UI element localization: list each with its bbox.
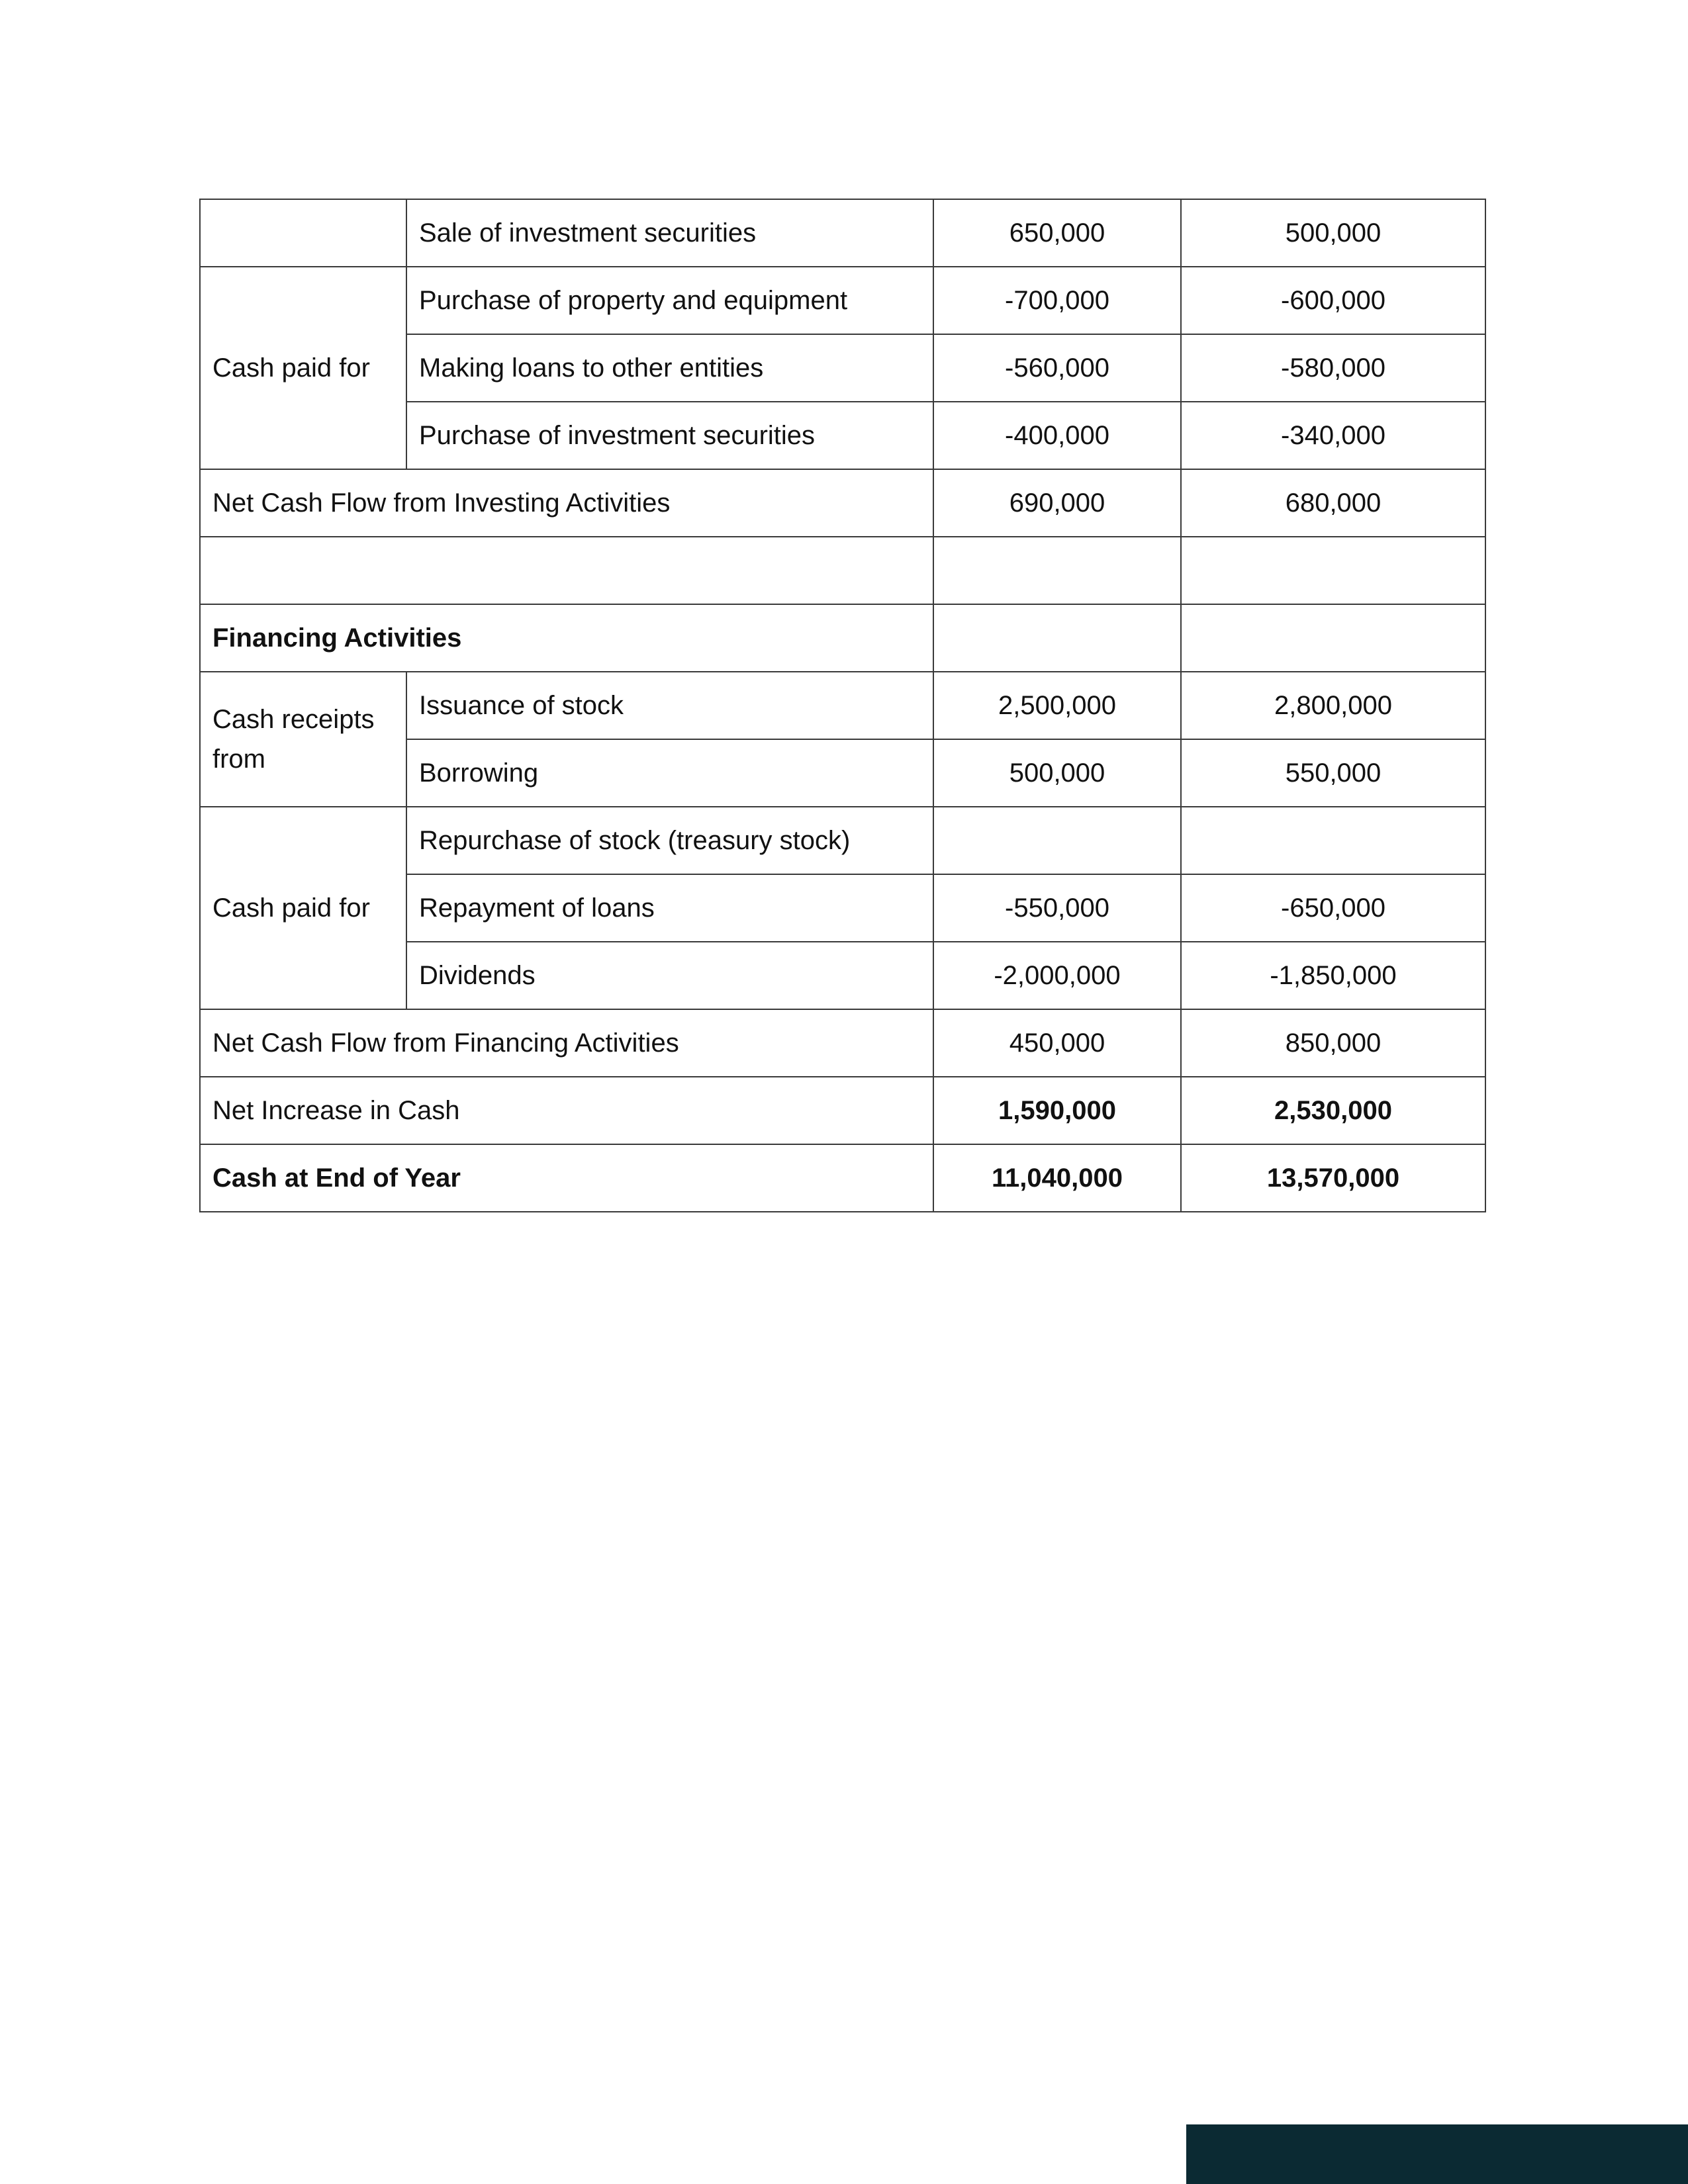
line-item-label: Dividends bbox=[406, 942, 933, 1009]
cash-flow-table bbox=[199, 199, 1486, 1212]
table-row bbox=[200, 1144, 1485, 1212]
year2-value: 680,000 bbox=[1181, 469, 1485, 537]
empty-cell bbox=[933, 604, 1181, 672]
table-row bbox=[200, 537, 1485, 604]
year1-value: -700,000 bbox=[933, 267, 1181, 334]
year2-value: -340,000 bbox=[1181, 402, 1485, 469]
year2-value: -580,000 bbox=[1181, 334, 1485, 402]
total-label: Net Increase in Cash bbox=[200, 1077, 933, 1144]
year1-value: 11,040,000 bbox=[933, 1144, 1181, 1212]
year1-value: 650,000 bbox=[933, 199, 1181, 267]
year1-value: -550,000 bbox=[933, 874, 1181, 942]
table-row bbox=[200, 604, 1485, 672]
year2-value: -650,000 bbox=[1181, 874, 1485, 942]
year2-value: 2,800,000 bbox=[1181, 672, 1485, 739]
year2-value bbox=[1181, 807, 1485, 874]
year2-value: 850,000 bbox=[1181, 1009, 1485, 1077]
table-row bbox=[200, 469, 1485, 537]
table-row bbox=[200, 672, 1485, 739]
line-item-label: Repayment of loans bbox=[406, 874, 933, 942]
line-item-label: Purchase of property and equipment bbox=[406, 267, 933, 334]
year1-value bbox=[933, 807, 1181, 874]
year2-value: 500,000 bbox=[1181, 199, 1485, 267]
year2-value: 550,000 bbox=[1181, 739, 1485, 807]
year1-value: -2,000,000 bbox=[933, 942, 1181, 1009]
empty-cell bbox=[200, 537, 933, 604]
empty-cell bbox=[1181, 604, 1485, 672]
footer-accent-bar bbox=[1186, 2124, 1688, 2184]
group-label: Cash paid for bbox=[200, 807, 406, 1009]
group-label: Cash receipts from bbox=[200, 672, 406, 807]
year2-value: 2,530,000 bbox=[1181, 1077, 1485, 1144]
line-item-label: Purchase of investment securities bbox=[406, 402, 933, 469]
year1-value: 500,000 bbox=[933, 739, 1181, 807]
year1-value: 2,500,000 bbox=[933, 672, 1181, 739]
year2-value: -600,000 bbox=[1181, 267, 1485, 334]
empty-cell bbox=[200, 199, 406, 267]
subtotal-label: Net Cash Flow from Financing Activities bbox=[200, 1009, 933, 1077]
year1-value: -400,000 bbox=[933, 402, 1181, 469]
section-heading: Financing Activities bbox=[200, 604, 933, 672]
empty-cell bbox=[933, 537, 1181, 604]
year2-value: 13,570,000 bbox=[1181, 1144, 1485, 1212]
year2-value: -1,850,000 bbox=[1181, 942, 1485, 1009]
empty-cell bbox=[1181, 537, 1485, 604]
line-item-label: Borrowing bbox=[406, 739, 933, 807]
year1-value: 1,590,000 bbox=[933, 1077, 1181, 1144]
group-label: Cash paid for bbox=[200, 267, 406, 469]
table-row bbox=[200, 267, 1485, 334]
table-row bbox=[200, 1009, 1485, 1077]
line-item-label: Sale of investment securities bbox=[406, 199, 933, 267]
year1-value: 690,000 bbox=[933, 469, 1181, 537]
line-item-label: Issuance of stock bbox=[406, 672, 933, 739]
table-row bbox=[200, 807, 1485, 874]
line-item-label: Repurchase of stock (treasury stock) bbox=[406, 807, 933, 874]
table-row bbox=[200, 1077, 1485, 1144]
subtotal-label: Net Cash Flow from Investing Activities bbox=[200, 469, 933, 537]
line-item-label: Making loans to other entities bbox=[406, 334, 933, 402]
total-label: Cash at End of Year bbox=[200, 1144, 933, 1212]
table-row bbox=[200, 199, 1485, 267]
year1-value: -560,000 bbox=[933, 334, 1181, 402]
year1-value: 450,000 bbox=[933, 1009, 1181, 1077]
